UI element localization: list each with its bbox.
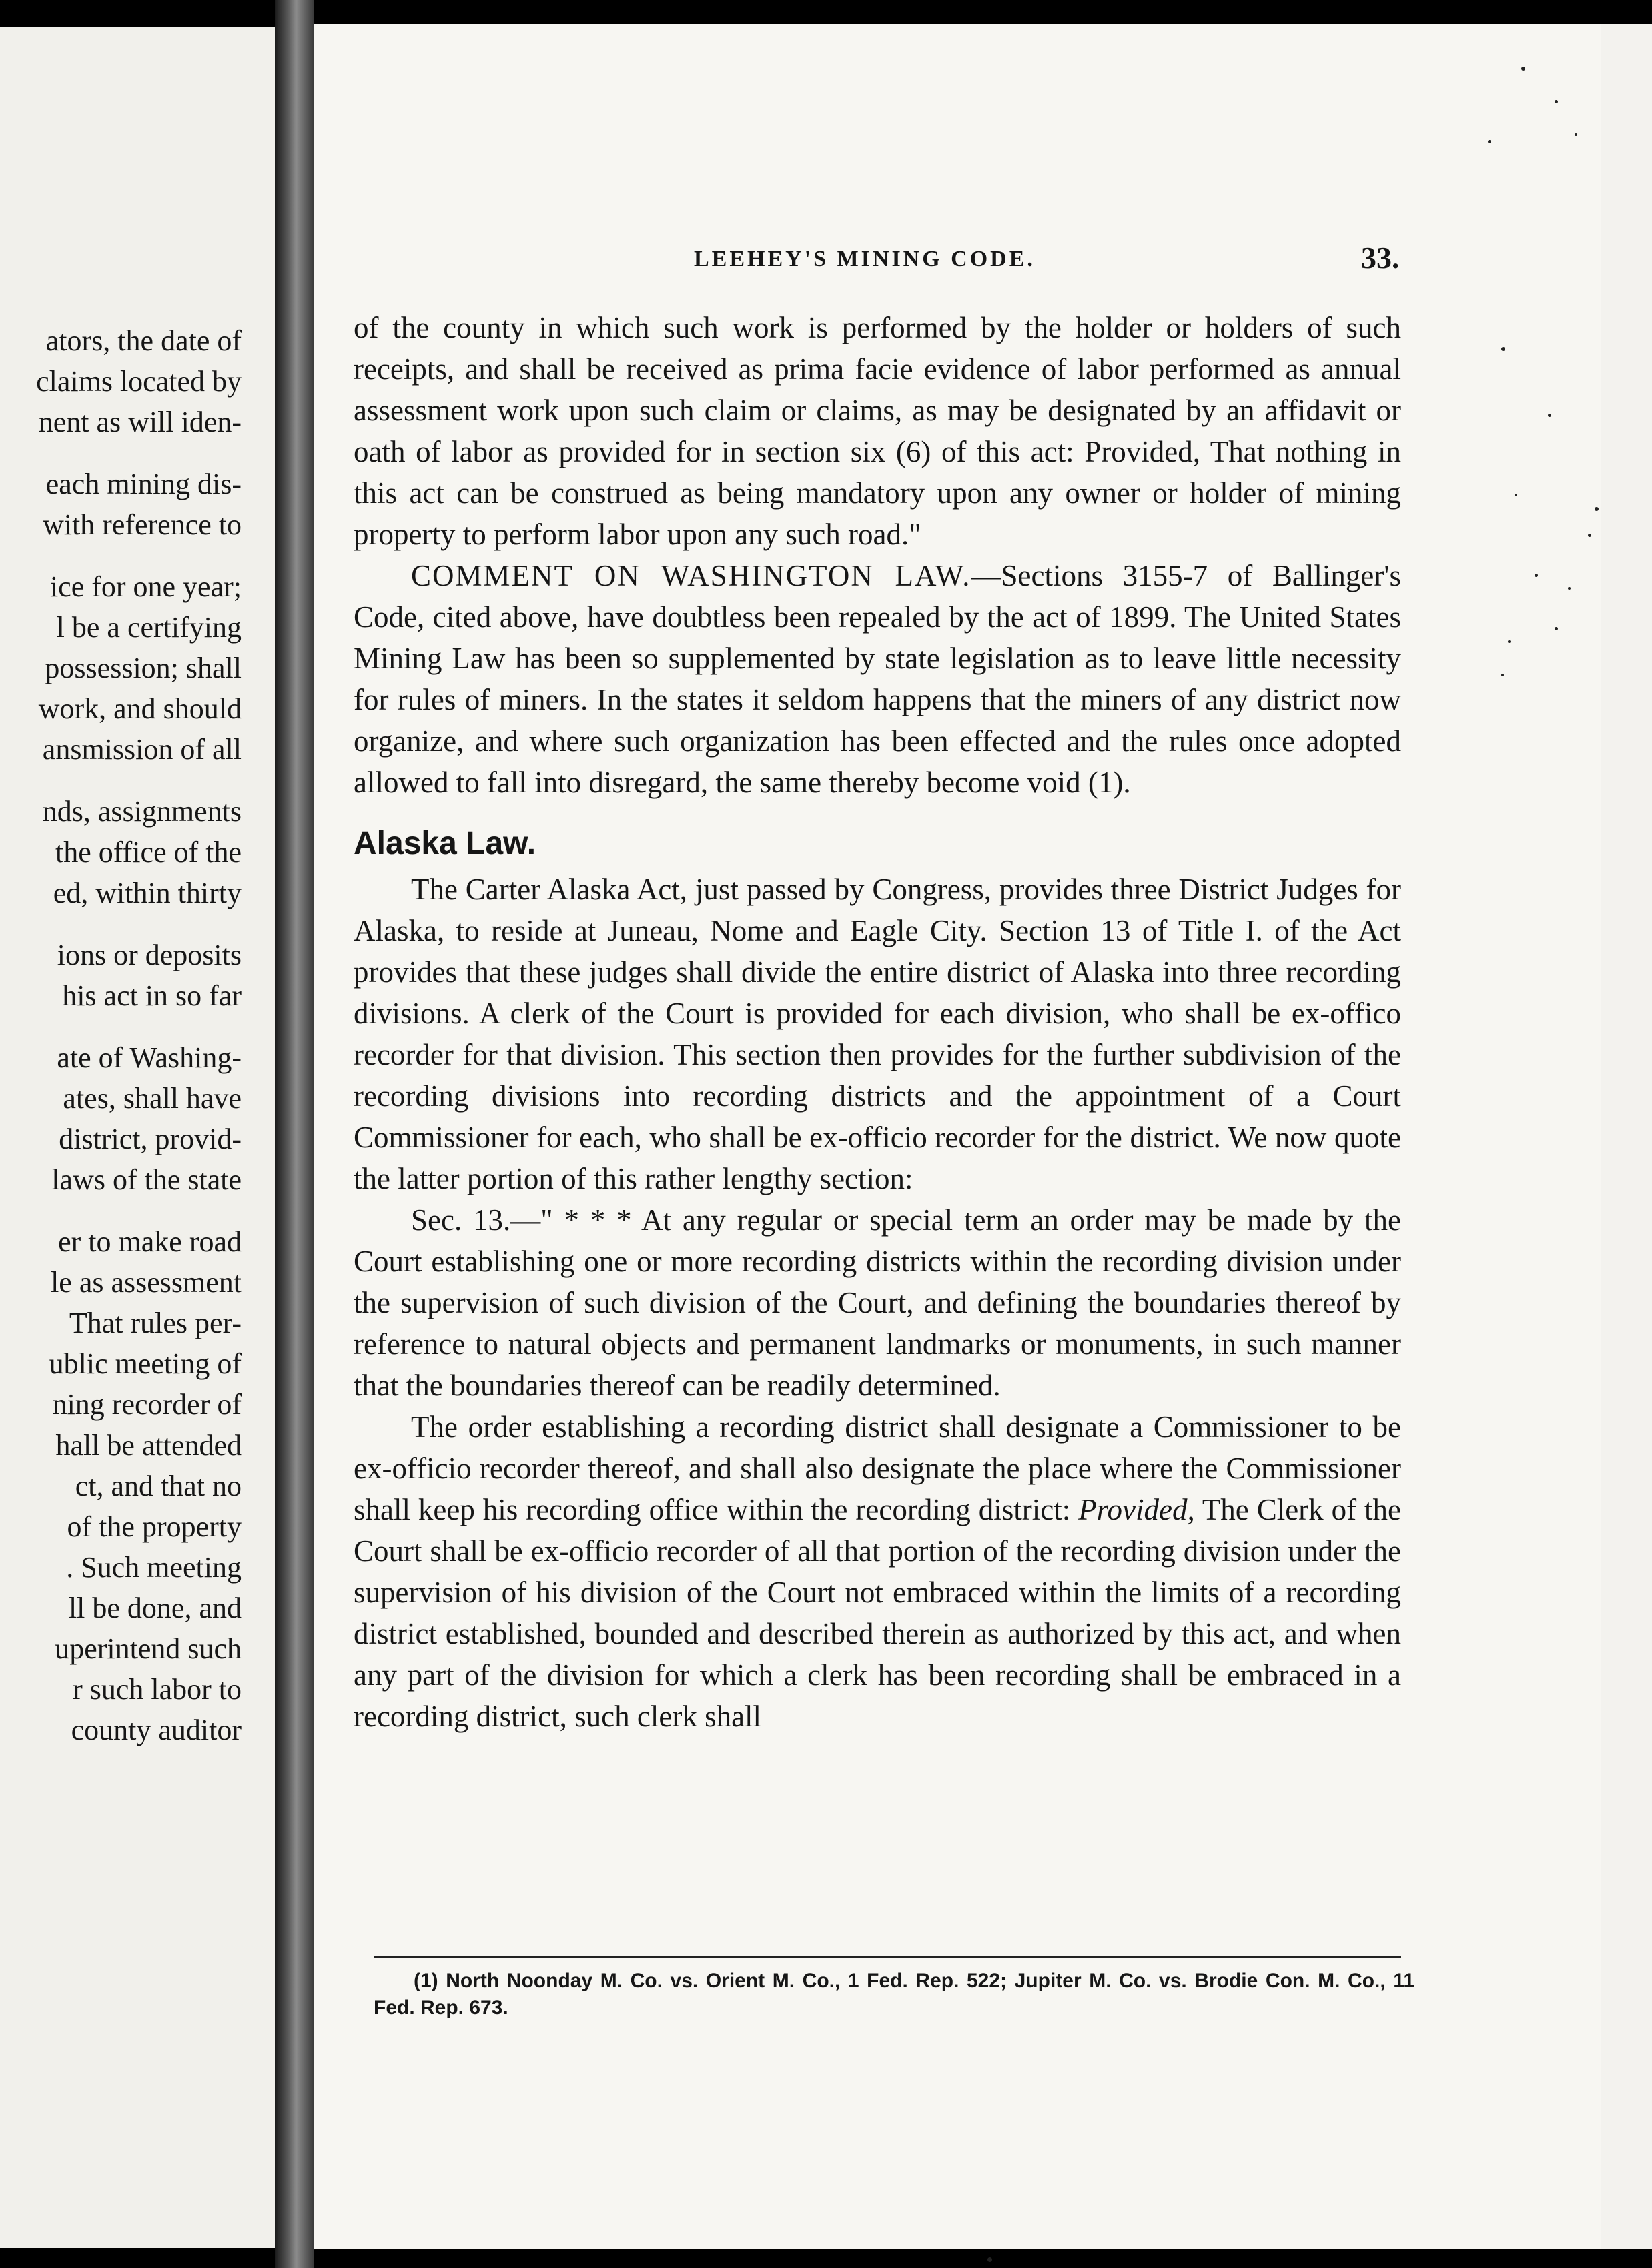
scan-speck <box>1575 133 1577 136</box>
left-page-line: ansmission of all <box>42 733 242 766</box>
left-page-line: county auditor <box>71 1714 242 1746</box>
left-page-line: ed, within thirty <box>53 877 242 909</box>
left-page-line: district, provid- <box>59 1123 242 1155</box>
scan-speck <box>987 2257 992 2262</box>
book-gutter <box>275 0 314 2268</box>
order-provided: Provided, <box>1078 1493 1195 1526</box>
scan-speck <box>1501 347 1505 351</box>
left-page-line: r such labor to <box>73 1673 242 1706</box>
scan-speck <box>1521 67 1525 71</box>
scan-speck <box>1568 587 1571 590</box>
section-heading: Alaska Law. <box>354 826 536 861</box>
paragraph-continuation: of the county in which such work is performed by the holder or holders of such receipts, and shall be received as prima facie evidence of labor performed as annual assessment work upon such claim or claims, as may be designated by an affidavit or oath of labor as provided for in section six (6) of this act: Provided, That nothing in this act can be construed as being mandatory upon any owner or holder of mining property to perform labor upon any such road." <box>354 311 1401 551</box>
left-page-line: ning recorder of <box>52 1388 242 1421</box>
body-text <box>354 307 1401 1737</box>
left-page-line: ll be done, and <box>68 1592 242 1624</box>
left-page-line: That rules per- <box>69 1307 242 1339</box>
left-facing-page <box>0 27 275 2248</box>
comment-text: —Sections 3155-7 of Ballinger's Code, cited above, have doubtless been repealed by the act of 1899. The United States Mining Law has been so supplemented by state legislation as to leave little necessity for rules of miners. In the states it seldom happens that the miners of any district now organize, and where such organization has been effected and the rules once adopted allowed to fall into disregard, the same thereby become void (1). <box>354 559 1401 799</box>
paragraph-comment <box>354 555 1401 803</box>
comment-label: COMMENT ON WASHINGTON LAW. <box>411 559 971 592</box>
left-page-line: work, and should <box>38 692 242 725</box>
scan-speck <box>1588 534 1591 537</box>
left-page-line: ublic meeting of <box>49 1347 242 1380</box>
paragraph-carter-act: The Carter Alaska Act, just passed by Congress, provides three District Judges for Alaska, to reside at Juneau, Nome and Eagle City. Section 13 of Title I. of the Act provides that these judges shall divide the entire district of Alaska into three recording divisions. A clerk of the Court is provided for each division, who shall be ex-offico recorder for that division. This section then provides for the further subdivision of the recording divisions into recording districts and the appointment of a Court Commissioner for each, who shall be ex-officio recorder for the district. We now quote the latter portion of this rather lengthy section: <box>354 873 1401 1195</box>
footnote <box>374 1968 1414 2021</box>
order-text-after: The Clerk of the Court shall be ex-officio recorder of all that portion of the recording division under the supervision of his division of the Court not embraced within the limits of a recording district established, bounded and described therein as authorized by this act, and when any part of the division for which a clerk has been recording shall be embraced in a recording district, such clerk shall <box>354 1493 1401 1733</box>
left-page-line: nent as will iden- <box>38 406 242 438</box>
scan-speck <box>1535 574 1538 577</box>
scan-speck <box>1555 100 1558 103</box>
left-page-line: hall be attended <box>55 1429 242 1462</box>
page-number: 33. <box>1361 241 1400 275</box>
scan-speck <box>1501 674 1504 676</box>
left-page-line: the office of the <box>55 836 242 869</box>
page-edge <box>1601 24 1652 2249</box>
running-head: LEEHEY'S MINING CODE. <box>694 247 1036 271</box>
left-page-line: ice for one year; <box>49 570 242 603</box>
left-page-line: nds, assignments <box>42 795 242 828</box>
left-page-line: each mining dis- <box>45 468 242 500</box>
left-page-line: . Such meeting <box>66 1551 242 1584</box>
left-page-line: ate of Washing- <box>57 1041 242 1074</box>
left-page-line: laws of the state <box>51 1163 242 1196</box>
scan-speck <box>1508 640 1511 643</box>
scan-speck <box>1548 414 1551 417</box>
left-page-line: ates, shall have <box>63 1082 242 1115</box>
left-page-line: ct, and that no <box>75 1470 242 1502</box>
left-page-line: his act in so far <box>62 979 242 1012</box>
left-page-line: with reference to <box>42 508 242 541</box>
left-page-line: uperintend such <box>55 1632 242 1665</box>
scan-speck <box>1595 507 1599 511</box>
scan-speck <box>1488 140 1491 143</box>
left-page-line: of the property <box>67 1510 242 1543</box>
paragraph-section-13: Sec. 13.—" * * * At any regular or special term an order may be made by the Court establishing one or more recording districts within the recording division under the supervision of such division of the Court, and defining the boundaries thereof by reference to natural objects and permanent landmarks or monuments, in such manner that the boundaries thereof can be readily determined. <box>354 1203 1401 1402</box>
order-text-before: The order establishing a recording district shall designate a Commissioner to be ex-officio recorder thereof, and shall also designate the place where the Commissioner shall keep his recording office within the recording district: <box>354 1410 1401 1526</box>
left-page-line: possession; shall <box>45 652 242 684</box>
footnote-rule <box>374 1956 1401 1958</box>
left-page-line: l be a certifying <box>56 611 242 644</box>
left-page-text <box>0 320 242 1750</box>
left-page-line: le as assessment <box>51 1266 242 1299</box>
left-page-line: claims located by <box>36 365 242 398</box>
scan-speck <box>1555 627 1558 630</box>
left-page-line: er to make road <box>58 1225 242 1258</box>
left-page-line: ators, the date of <box>45 324 242 357</box>
left-page-line: ions or deposits <box>57 939 242 971</box>
footnote-text: (1) North Noonday M. Co. vs. Orient M. Co., 1 Fed. Rep. 522; Jupiter M. Co. vs. Brodie Con. M. Co., 11 Fed. Rep. 673. <box>374 1970 1414 2019</box>
scan-speck <box>1515 494 1517 496</box>
paragraph-order <box>354 1406 1401 1737</box>
